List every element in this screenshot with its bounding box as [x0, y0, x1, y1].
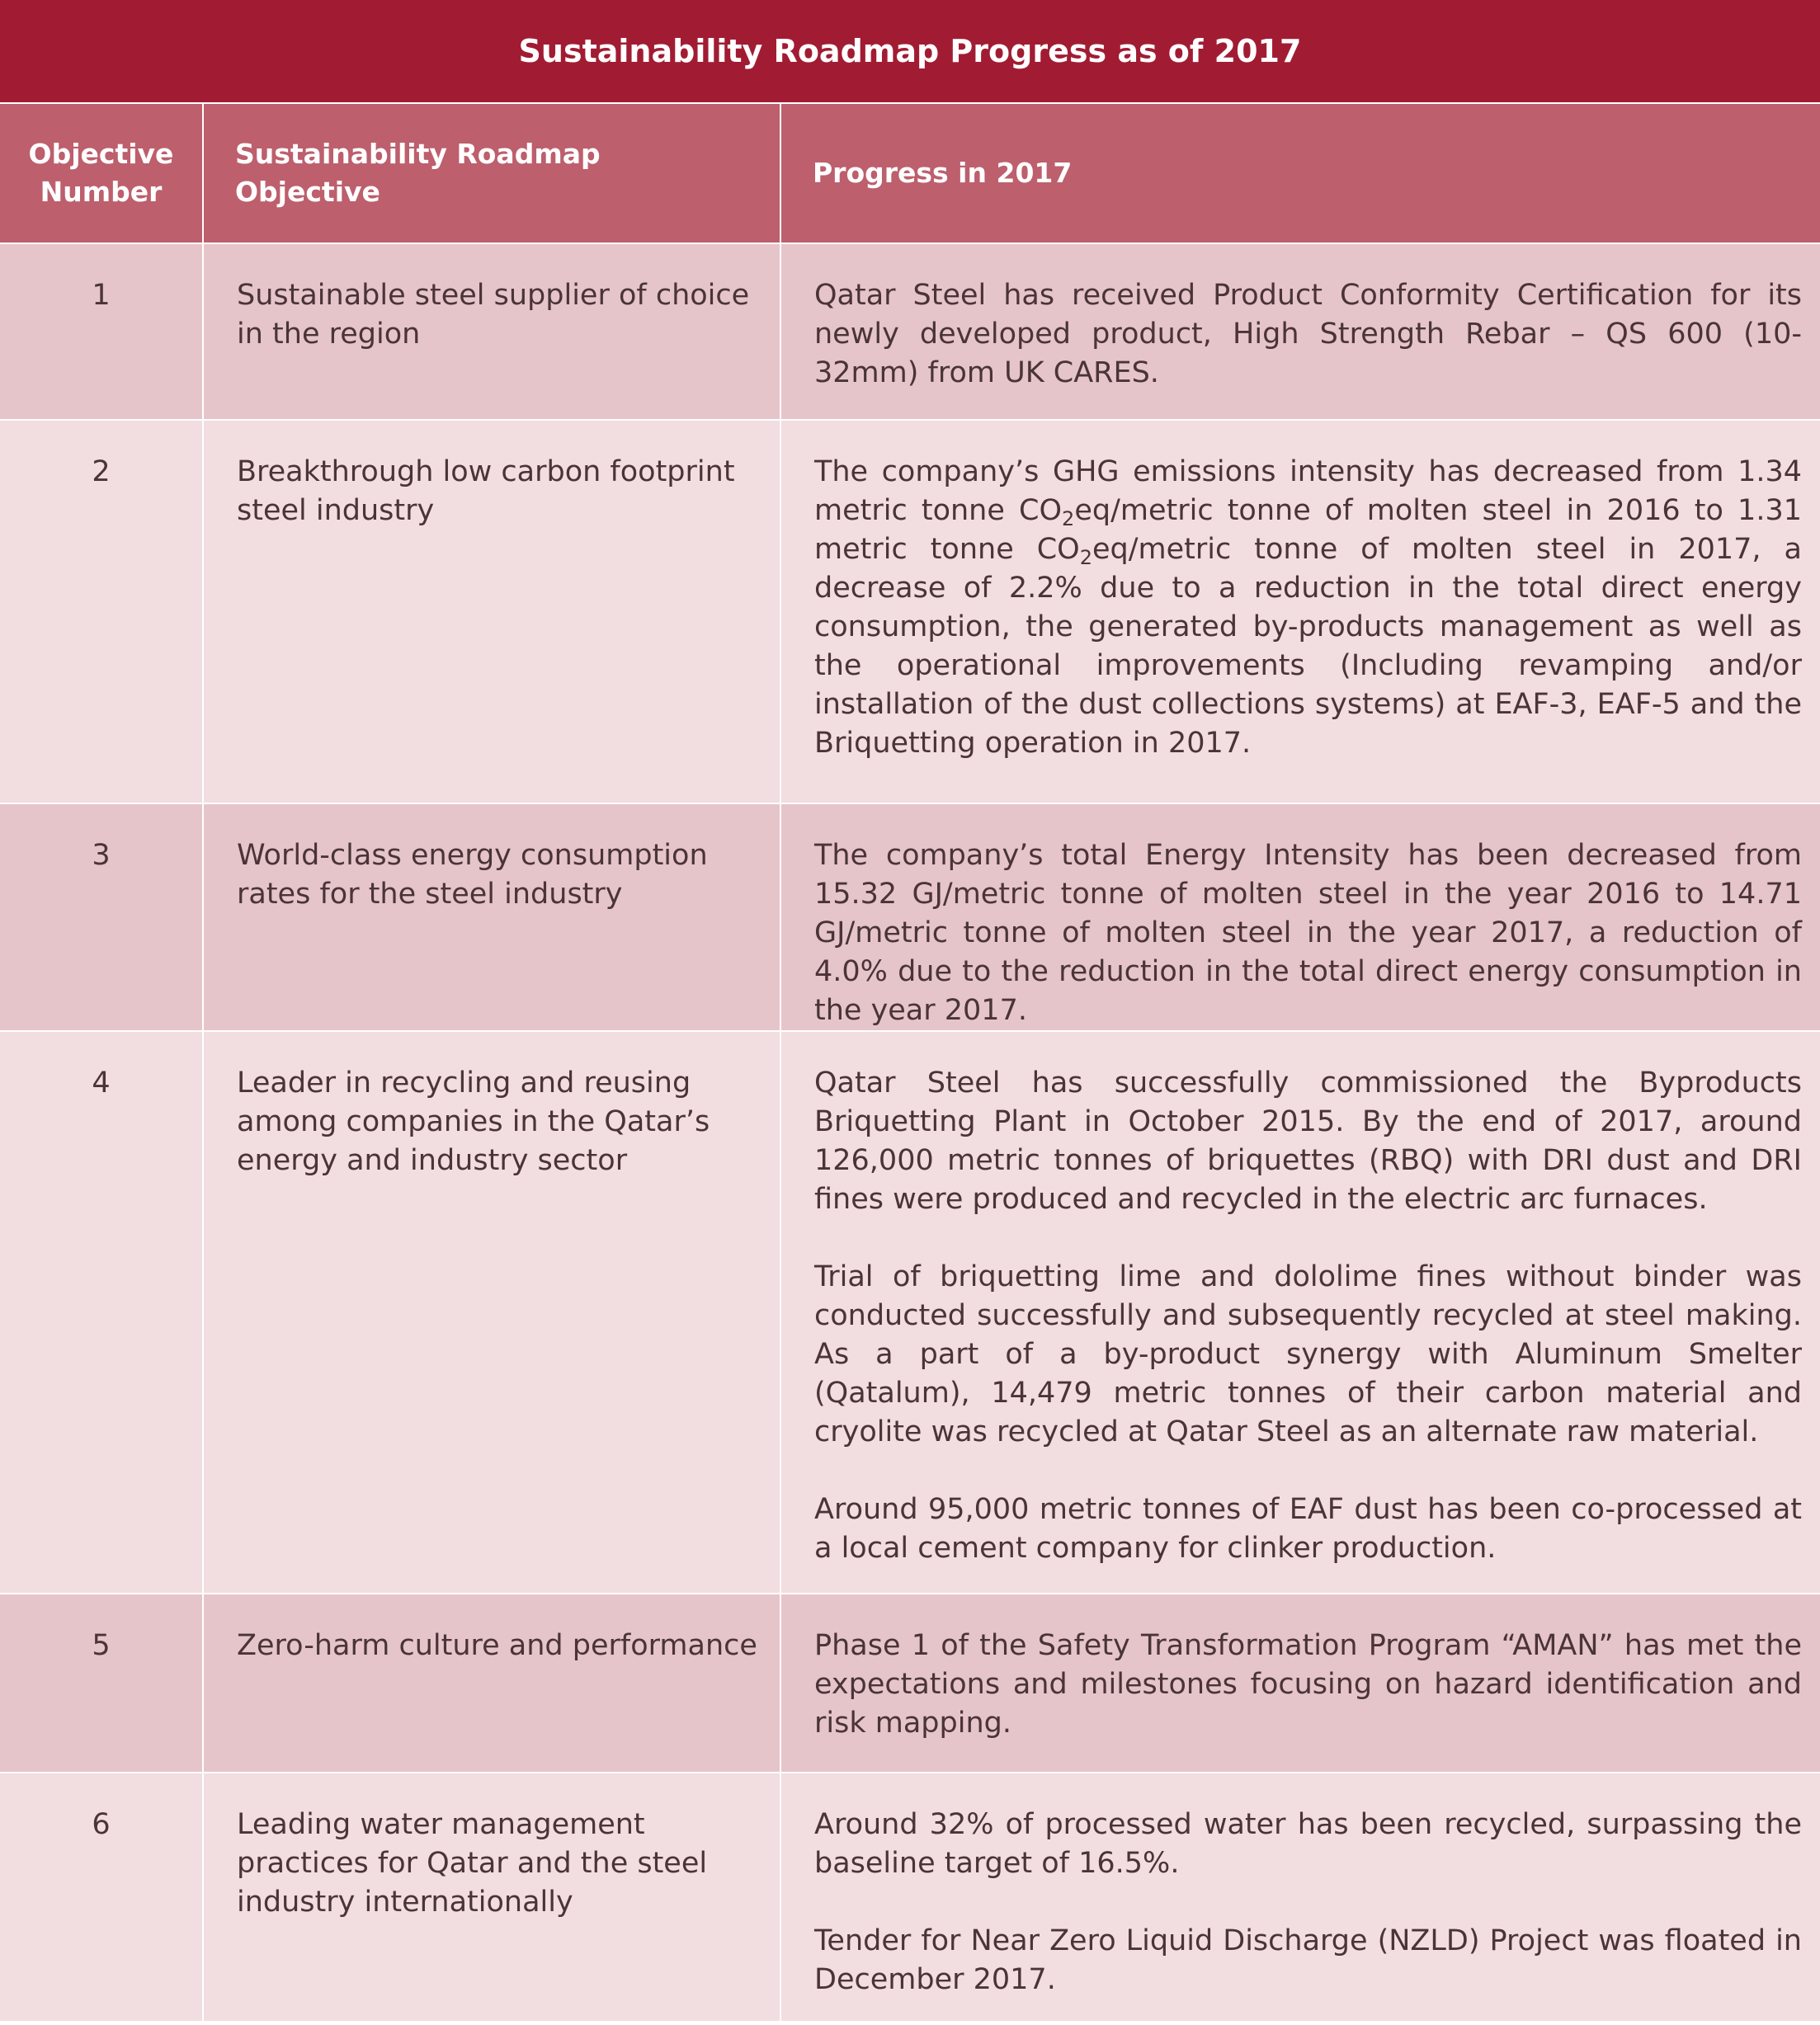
progress-text: The company’s GHG emissions intensity has decreased from 1.34 metric tonne $CO_2eq$/metric tonne of molten steel in 2016 to 1.31 metric tonne $CO_2eq$/metric tonne of molten steel in 2017, a decrease of 2.2% due to a reduction in the total direct energy consumption, the generated by-products management as well as the operational improvements (Including revamping and/or installation of the dust collections systems) at EAF-3, EAF-5 and the Briquetting operation in 2017. [780, 420, 1820, 803]
objective-text: Leading water management practices for Qatar and the steel industry internationally [203, 1773, 780, 2021]
objective-number: 6 [0, 1773, 203, 2021]
objective-number: 5 [0, 1594, 203, 1773]
progress-text: Phase 1 of the Safety Transformation Program “AMAN” has met the expectations and milestones focusing on hazard identification and risk mapping. [780, 1594, 1820, 1773]
table-row [0, 803, 1820, 1031]
table-row [0, 420, 1820, 803]
objective-number: 3 [0, 803, 203, 1031]
progress-text: Qatar Steel has successfully commissioned the Byproducts Briquetting Plant in October 2015. By the end of 2017, around 126,000 metric tonnes of briquettes (RBQ) with DRI dust and DRI fines were produced and recycled in the electric arc furnaces. Trial of briquetting lime and dololime fines without binder was conducted successfully and subsequently recycled at steel making. As a part of a by-product synergy with Aluminum Smelter (Qatalum), 14,479 metric tonnes of their carbon material and cryolite was recycled at Qatar Steel as an alternate raw material. Around 95,000 metric tonnes of EAF dust has been co-processed at a local cement company for clinker production. [780, 1031, 1820, 1594]
objective-text: Zero-harm culture and performance [203, 1594, 780, 1773]
header-objective: Sustainability Roadmap Objective [203, 103, 780, 243]
table-title: Sustainability Roadmap Progress as of 2017 [0, 0, 1820, 103]
objective-number: 1 [0, 243, 203, 420]
table-row [0, 243, 1820, 420]
header-objective-number: Objective Number [0, 103, 203, 243]
objective-text: Breakthrough low carbon footprint steel industry [203, 420, 780, 803]
table-row [0, 1773, 1820, 2021]
objective-text: Sustainable steel supplier of choice in the region [203, 243, 780, 420]
progress-text: Around 32% of processed water has been recycled, surpassing the baseline target of 16.5%. Tender for Near Zero Liquid Discharge (NZLD) Project was floated in December 2017. [780, 1773, 1820, 2021]
title-row [0, 0, 1820, 103]
table-row [0, 1594, 1820, 1773]
objective-text: World-class energy consumption rates for the steel industry [203, 803, 780, 1031]
header-progress: Progress in 2017 [780, 103, 1820, 243]
progress-text: The company’s total Energy Intensity has been decreased from 15.32 GJ/metric tonne of molten steel in the year 2016 to 14.71 GJ/metric tonne of molten steel in the year 2017, a reduction of 4.0% due to the reduction in the total direct energy consumption in the year 2017. [780, 803, 1820, 1031]
progress-text: Qatar Steel has received Product Conformity Certification for its newly developed product, High Strength Rebar – QS 600 (10-32mm) from UK CARES. [780, 243, 1820, 420]
objective-text: Leader in recycling and reusing among companies in the Qatar’s energy and industry sector [203, 1031, 780, 1594]
header-row [0, 103, 1820, 243]
table-row [0, 1031, 1820, 1594]
objective-number: 2 [0, 420, 203, 803]
objective-number: 4 [0, 1031, 203, 1594]
